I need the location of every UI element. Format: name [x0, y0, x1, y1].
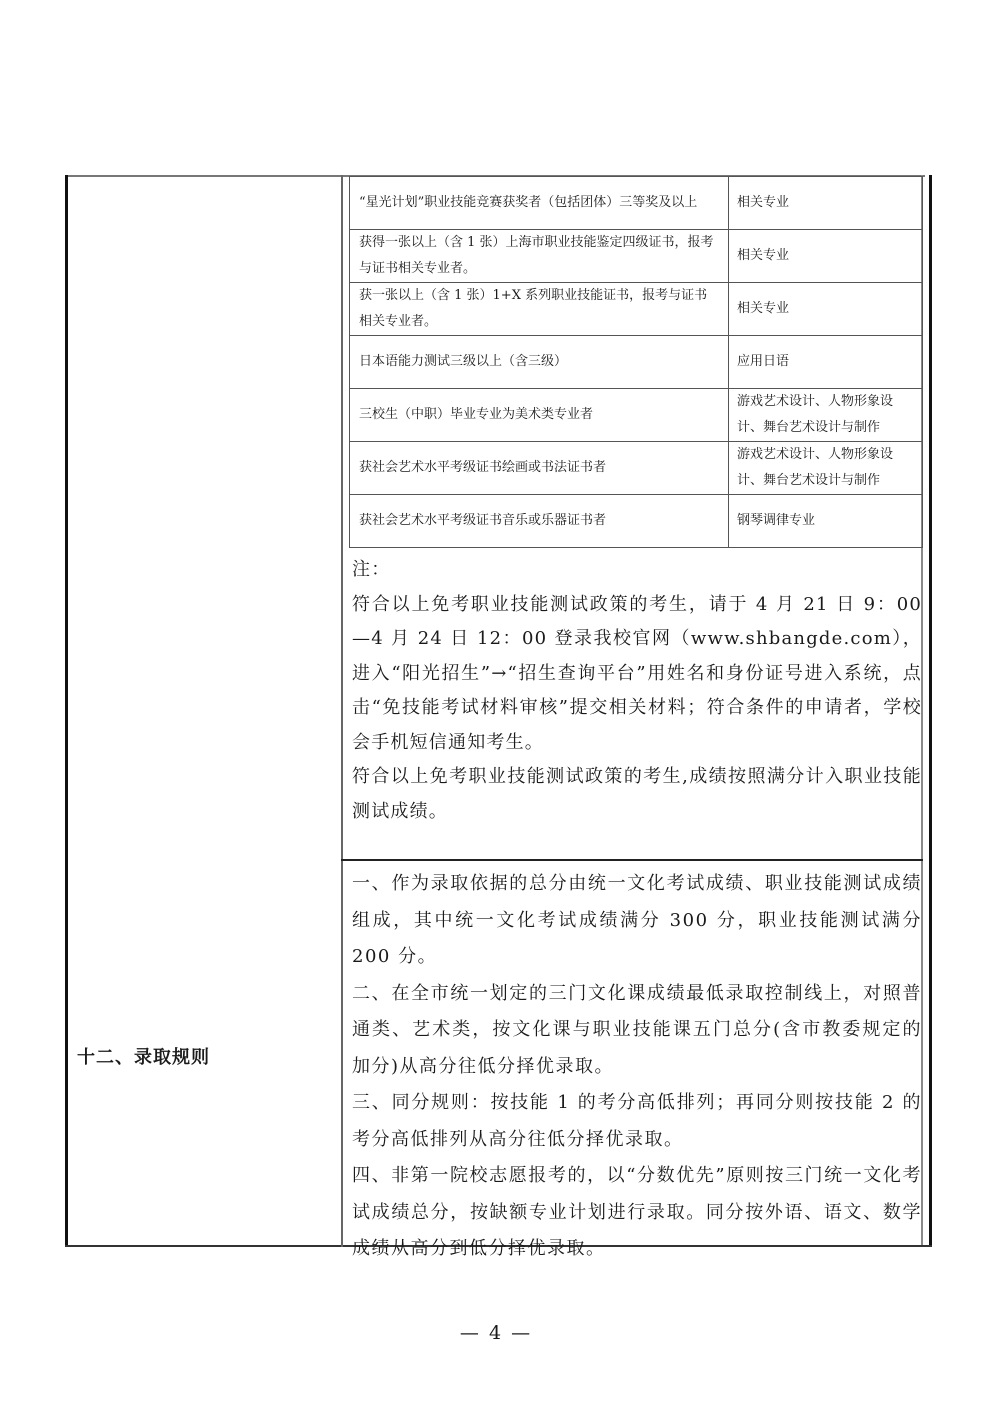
rule-item: 三、同分规则：按技能 1 的考分高低排列；再同分则按技能 2 的考分高低排列从高分往低分择优录取。 — [352, 1092, 922, 1150]
table-row — [350, 495, 923, 548]
condition-cell: “星光计划”职业技能竞赛获奖者（包括团体）三等奖及以上 — [350, 177, 729, 230]
table-row — [350, 230, 923, 283]
exemption-table — [349, 176, 923, 548]
table-border-left — [65, 175, 68, 1247]
table-row — [350, 336, 923, 389]
notes-title: 注： — [352, 559, 391, 580]
major-cell: 应用日语 — [729, 336, 923, 389]
table-border-right-outer — [929, 175, 932, 1247]
row-divider — [341, 859, 923, 861]
rule-item: 二、在全市统一划定的三门文化课成绩最低录取控制线上，对照普通类、艺术类，按文化课与职业技能课五门总分(含市教委规定的加分)从高分往低分择优录取。 — [352, 982, 922, 1077]
page-number: — 4 — — [459, 1322, 533, 1344]
major-cell: 钢琴调律专业 — [729, 495, 923, 548]
table-row — [350, 177, 923, 230]
major-cell: 相关专业 — [729, 177, 923, 230]
column-divider — [341, 175, 343, 1247]
condition-cell: 获一张以上（含 1 张）1+X 系列职业技能证书，报考与证书相关专业者。 — [350, 283, 729, 336]
condition-cell: 获社会艺术水平考级证书绘画或书法证书者 — [350, 442, 729, 495]
table-row — [350, 389, 923, 442]
condition-cell: 三校生（中职）毕业专业为美术类专业者 — [350, 389, 729, 442]
major-cell: 游戏艺术设计、人物形象设计、舞台艺术设计与制作 — [729, 389, 923, 442]
condition-cell: 获得一张以上（含 1 张）上海市职业技能鉴定四级证书，报考与证书相关专业者。 — [350, 230, 729, 283]
major-cell: 相关专业 — [729, 283, 923, 336]
rule-item: 一、作为录取依据的总分由统一文化考试成绩、职业技能测试成绩组成，其中统一文化考试成绩满分 300 分，职业技能测试满分 200 分。 — [352, 873, 922, 967]
condition-cell: 日本语能力测试三级以上（含三级） — [350, 336, 729, 389]
major-cell: 游戏艺术设计、人物形象设计、舞台艺术设计与制作 — [729, 442, 923, 495]
admission-rules — [352, 866, 922, 1268]
table-row — [350, 442, 923, 495]
notes-block — [352, 553, 922, 829]
notes-paragraph: 符合以上免考职业技能测试政策的考生,成绩按照满分计入职业技能测试成绩。 — [352, 766, 922, 822]
condition-cell: 获社会艺术水平考级证书音乐或乐器证书者 — [350, 495, 729, 548]
table-row — [350, 283, 923, 336]
rule-item: 四、非第一院校志愿报考的，以“分数优先”原则按三门统一文化考试成绩总分，按缺额专业计划进行录取。同分按外语、语文、数学成绩从高分到低分择优录取。 — [352, 1165, 922, 1259]
major-cell: 相关专业 — [729, 230, 923, 283]
notes-paragraph: 符合以上免考职业技能测试政策的考生，请于 4 月 21 日 9：00—4 月 24 日 12：00 登录我校官网（www.shbangde.com），进入“阳光招生”→“招生查询平台”用姓名和身份证号进入系统，点击“免技能考试材料审核”提交相关材料；符合条件的申请者，学校会手机短信通知考生。 — [352, 593, 922, 753]
section-label: 十二、录取规则 — [77, 1047, 210, 1068]
